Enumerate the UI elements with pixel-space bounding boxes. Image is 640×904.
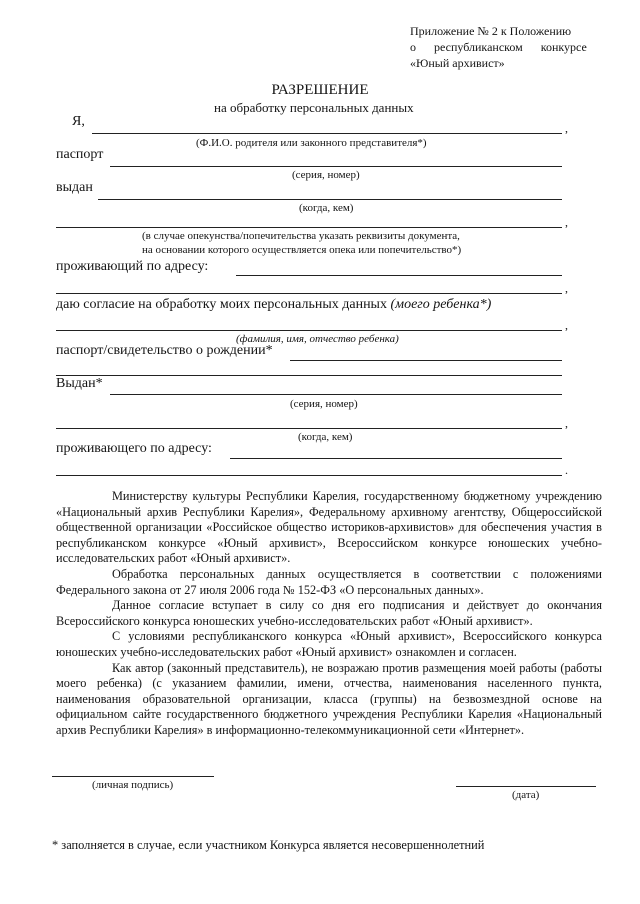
child-issued-label: Выдан* [56,376,103,391]
child-series-hint: (серия, номер) [290,398,358,410]
passport-field-line[interactable] [110,166,562,167]
appendix-line-1: Приложение № 2 к Положению [410,24,572,38]
document-subtitle: на обработку персональных данных [214,100,414,115]
comma-mark: , [565,215,568,229]
appendix-line-2: о республиканском конкурсе [410,40,587,54]
child-name-field-line[interactable] [56,330,562,331]
child-name-hint: (фамилия, имя, отчество ребенка) [236,333,399,345]
child-issued-field-line[interactable] [110,394,562,395]
child-address-field-line[interactable] [230,458,562,459]
child-doc-field-line[interactable] [290,360,562,361]
child-when-hint: (когда, кем) [298,431,353,443]
passport-label: паспорт [56,147,104,162]
comma-mark: , [565,121,568,135]
footnote: * заполняется в случае, если участником Конкурса является несовершеннолетний [52,838,485,852]
fio-hint: (Ф.И.О. родителя или законного представителя*) [196,137,427,149]
fio-field-line[interactable] [92,133,562,134]
child-issued-field-line-2[interactable] [56,428,562,429]
child-address-field-line-2[interactable] [56,475,562,476]
issued-field-line[interactable] [98,199,562,200]
guardian-hint-2: на основании которого осуществляется опека или попечительство*) [142,244,462,256]
child-residing-label: проживающего по адресу: [56,441,212,456]
signature-hint: (личная подпись) [92,779,174,791]
residing-label: проживающий по адресу: [56,259,209,274]
paragraph-conditions: С условиями республиканского конкурса «Юный архивист», Всероссийского конкурса юношеских учебно-исследовательских работ «Юный архивист» ознакомлен и согласен. [56,629,602,659]
period-mark: . [565,463,568,477]
paragraph-recipients: Министерству культуры Республики Карелия, государственному бюджетному учреждению «Национальный архив Республики Карелия», Федеральному архивному агентству, Общероссийской общественной организации «Российское общество историков-архивистов» для обеспечения участия в республиканском конкурсе «Юный архивист», Всероссийском конкурсе юношеских учебно-исследовательских работ «Юный архивист». [56,489,602,566]
address-field-line[interactable] [236,275,562,276]
issued-field-line-2[interactable] [56,227,562,228]
child-doc-field-line-2[interactable] [56,375,562,376]
appendix-line-3: «Юный архивист» [410,56,505,70]
paragraph-law: Обработка персональных данных осуществляется в соответствии с положениями Федерального закона от 27 июля 2006 года № 152-ФЗ «О персональных данных». [56,566,602,597]
paragraph-validity: Данное согласие вступает в силу со дня его подписания и действует до окончания Всероссийского конкурса юношеских учебно-исследовательских работ «Юный архивист». [56,598,602,628]
guardian-hint-1: (в случае опекунства/попечительства указать реквизиты документа, [142,230,460,242]
address-field-line-2[interactable] [56,293,562,294]
comma-mark: , [565,281,568,295]
issued-label: выдан [56,180,93,195]
ya-label: Я, [72,114,85,129]
date-line[interactable] [456,786,596,787]
comma-mark: , [565,318,568,332]
consent-body [56,489,602,739]
document-title: РАЗРЕШЕНИЕ [271,82,369,98]
series-number-hint: (серия, номер) [292,169,360,181]
comma-mark: , [565,416,568,430]
date-hint: (дата) [512,789,540,801]
signature-line[interactable] [52,776,214,777]
child-doc-label: паспорт/свидетельство о рождении* [56,343,273,358]
consent-label: даю согласие на обработку моих персональных данных (моего ребенка*) [56,297,492,312]
paragraph-publication: Как автор (законный представитель), не возражаю против размещения моей работы (работы моего ребенка) (с указанием фамилии, имени, отчества, наименования населенного пункта, наименования образовательной организации, класса (группы) на безвозмездной основе на официальном сайте государственного бюджетного учреждения Республики Карелия «Национальный архив Республики Карелия» в информационно-телекоммуникационной сети «Интернет». [56,660,602,737]
when-by-hint: (когда, кем) [299,202,354,214]
